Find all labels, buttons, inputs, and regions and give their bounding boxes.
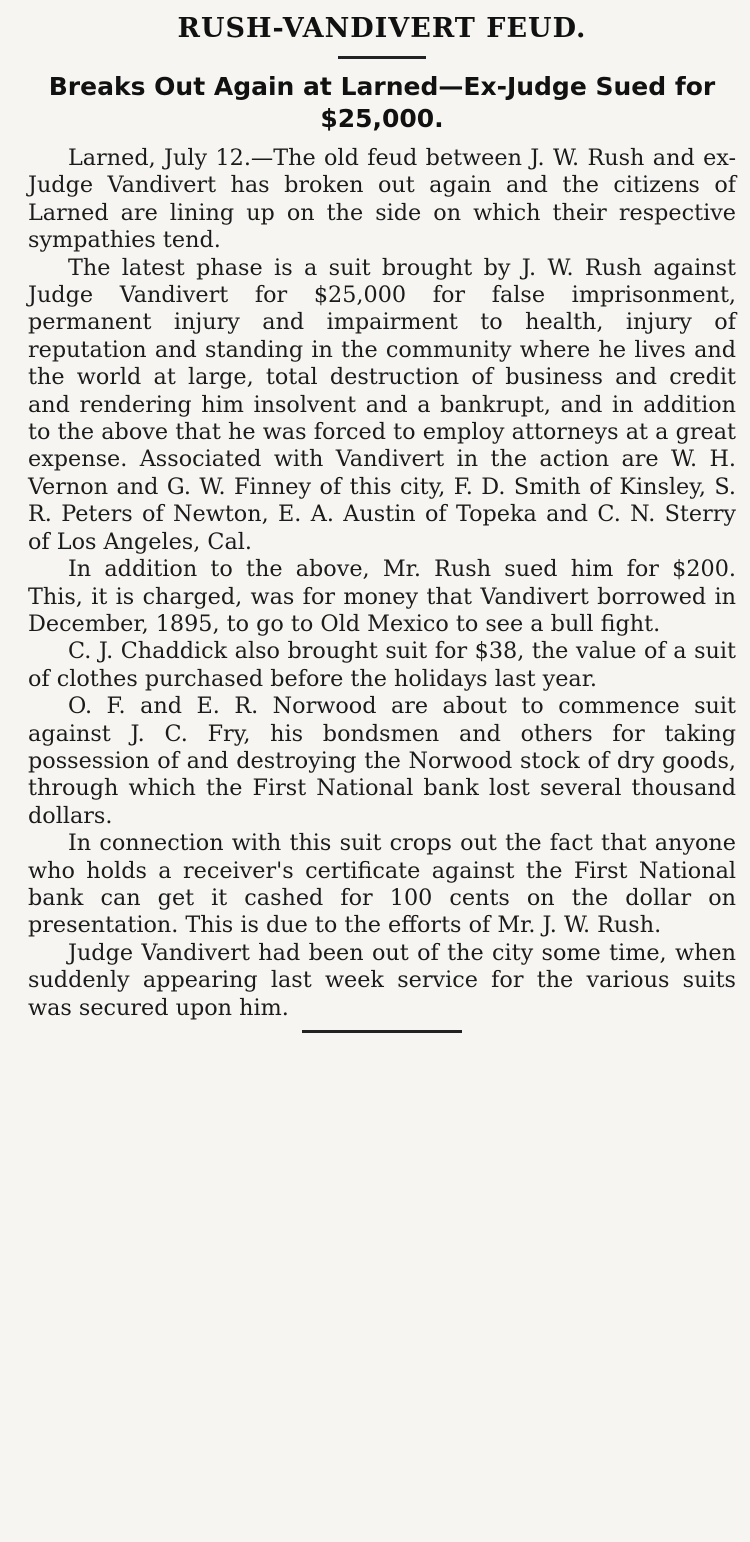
article-paragraph-4: C. J. Chaddick also brought suit for $38, the value of a suit of clothes purchased before the holidays last year.: [28, 638, 736, 692]
subheadline: Breaks Out Again at Larned—Ex-Judge Sued for $25,000.: [48, 72, 716, 133]
article-paragraph-1: Larned, July 12.—The old feud between J. W. Rush and ex-Judge Vandivert has broken out again and the citizens of Larned are lining up on the side on which their respective sympathies tend.: [28, 145, 736, 254]
article-paragraph-2: The latest phase is a suit brought by J. W. Rush against Judge Vandivert for $25,000 for false imprisonment, permanent injury and impairment to health, injury of reputation and standing in the community where he lives and the world at large, total destruction of business and credit and rendering him insolvent and a bankrupt, and in addition to the above that he was forced to employ attorneys at a great expense. Associated with Vandivert in the action are W. H. Vernon and G. W. Finney of this city, F. D. Smith of Kinsley, S. R. Peters of Newton, E. A. Austin of Topeka and C. N. Sterry of Los Angeles, Cal.: [28, 254, 736, 555]
headline: RUSH-VANDIVERT FEUD.: [177, 13, 587, 44]
headline-divider: [338, 56, 426, 59]
end-divider: [302, 1030, 462, 1033]
article-paragraph-7: Judge Vandivert had been out of the city some time, when suddenly appearing last week service for the various suits was secured upon him.: [28, 939, 736, 1021]
article-paragraph-5: O. F. and E. R. Norwood are about to commence suit against J. C. Fry, his bondsmen and others for taking possession of and destroying the Norwood stock of dry goods, through which the First National bank lost several thousand dollars.: [28, 693, 736, 829]
article-paragraph-3: In addition to the above, Mr. Rush sued him for $200. This, it is charged, was for money that Vandivert borrowed in December, 1895, to go to Old Mexico to see a bull fight.: [28, 556, 736, 637]
article-paragraph-6: In connection with this suit crops out the fact that anyone who holds a receiver's certificate against the First National bank can get it cashed for 100 cents on the dollar on presentation. This is due to the efforts of Mr. J. W. Rush.: [28, 830, 736, 939]
article-body: [28, 145, 736, 1022]
